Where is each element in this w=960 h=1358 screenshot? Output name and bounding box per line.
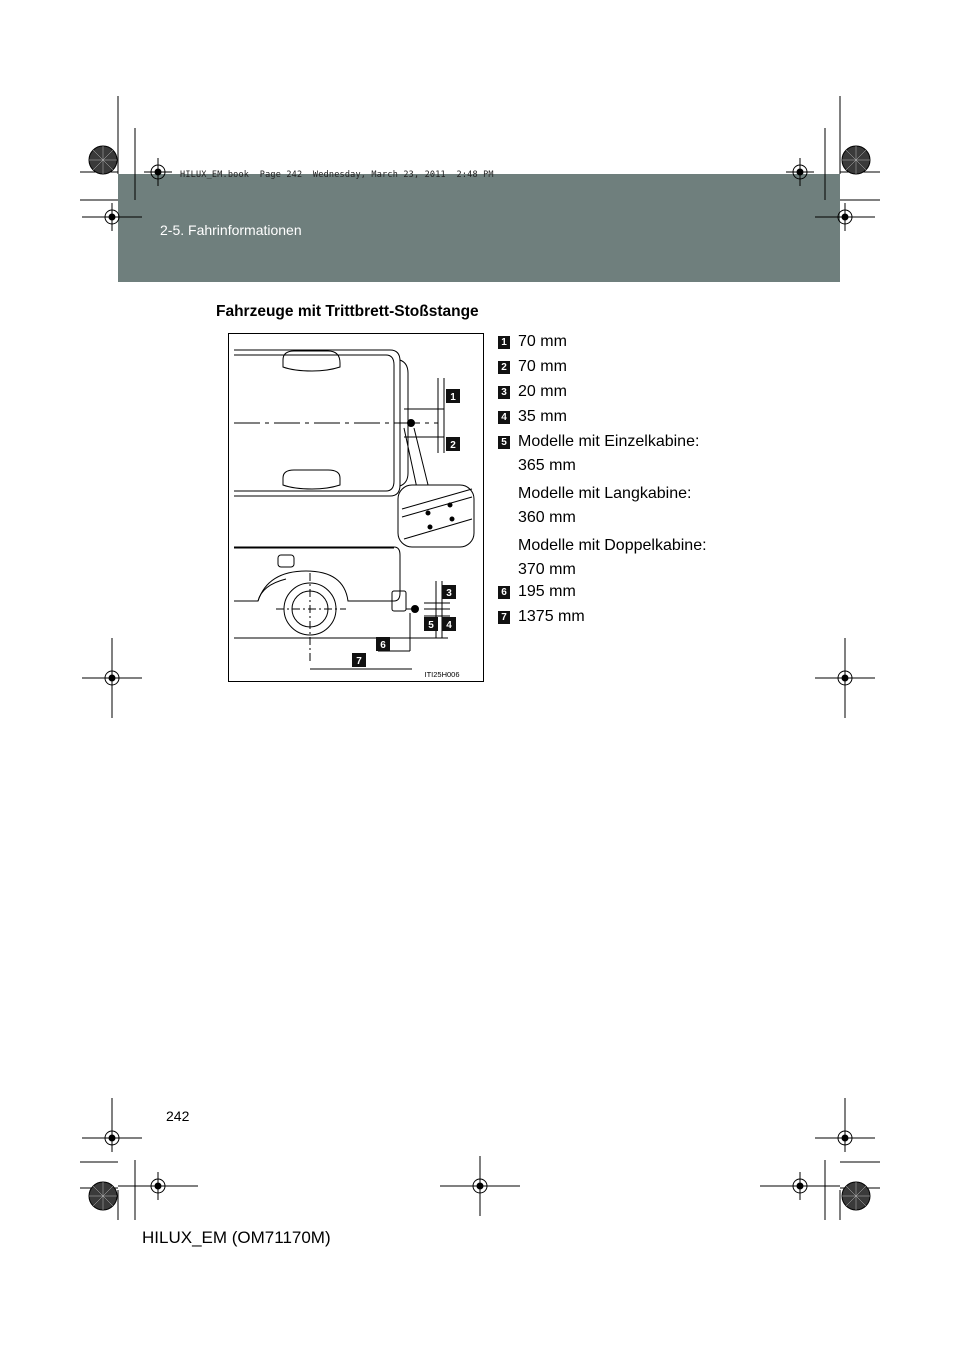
callout-4: 4 (446, 620, 452, 631)
number-box-4: 4 (498, 411, 510, 424)
number-box-1: 1 (498, 336, 510, 349)
spec-value-7: 1375 mm (518, 608, 585, 625)
spec-value-1: 70 mm (518, 333, 567, 350)
callout-6: 6 (380, 640, 386, 651)
manual-id: HILUX_EM (OM71170M) (142, 1228, 331, 1247)
number-box-6: 6 (498, 586, 510, 599)
spec-value-2: 70 mm (518, 358, 567, 375)
callout-7: 7 (356, 656, 362, 667)
sunburst-mark (89, 1182, 117, 1210)
sunburst-mark (842, 146, 870, 174)
registration-mark (144, 158, 172, 186)
sub-heading: Fahrzeuge mit Trittbrett-Stoßstange (216, 303, 479, 320)
callout-3: 3 (446, 588, 452, 599)
spec-value-extra-cab: 360 mm (518, 509, 576, 526)
section-title: 2-5. Fahrinformationen (160, 222, 302, 238)
registration-mark (786, 158, 814, 186)
spec-value-4: 35 mm (518, 408, 567, 425)
registration-mark (760, 1172, 840, 1200)
number-box-5: 5 (498, 436, 510, 449)
callout-1: 1 (450, 392, 456, 403)
registration-mark (440, 1156, 520, 1216)
number-box-7: 7 (498, 611, 510, 624)
callout-5: 5 (428, 620, 434, 631)
spec-value-3: 20 mm (518, 383, 567, 400)
number-box-2: 2 (498, 361, 510, 374)
registration-mark (82, 1098, 142, 1152)
registration-mark (815, 638, 875, 718)
spec-value-6: 195 mm (518, 583, 576, 600)
registration-mark (82, 638, 142, 718)
registration-mark (815, 1098, 875, 1152)
figure-code: ITI25H006 (424, 670, 460, 679)
sunburst-mark (842, 1182, 870, 1210)
towing-dimensions-figure (228, 333, 484, 682)
sunburst-mark (89, 146, 117, 174)
callout-2: 2 (450, 440, 456, 451)
spec-value-single-cab: 365 mm (518, 457, 576, 474)
number-box-3: 3 (498, 386, 510, 399)
page-number: 242 (166, 1108, 190, 1124)
spec-label-double-cab: Modelle mit Doppelkabine: (518, 537, 707, 554)
spec-value-double-cab: 370 mm (518, 561, 576, 578)
book-stamp: HILUX_EM.book Page 242 Wednesday, March 23, 2011 2:48 PM (180, 170, 494, 180)
registration-mark (815, 203, 875, 231)
registration-mark (82, 203, 142, 231)
spec-label-extra-cab: Modelle mit Langkabine: (518, 485, 692, 502)
spec-label-single-cab: Modelle mit Einzelkabine: (518, 433, 700, 450)
registration-mark (118, 1172, 198, 1200)
